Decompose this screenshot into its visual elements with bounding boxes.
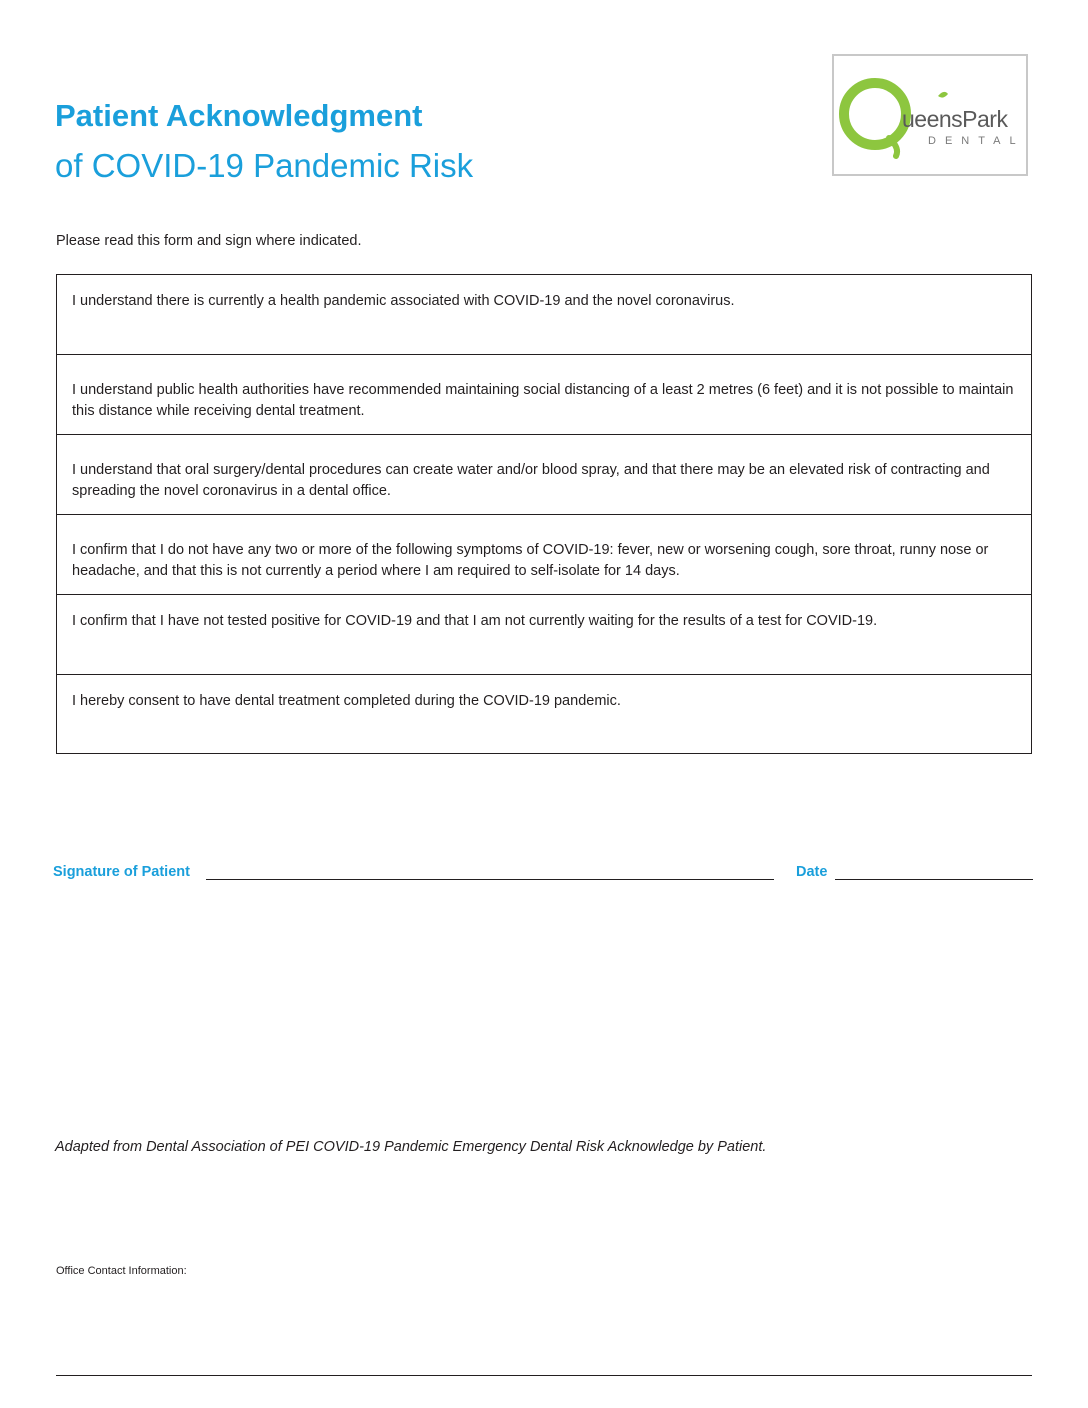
- adapted-note: Adapted from Dental Association of PEI COVID-19 Pandemic Emergency Dental Risk Acknowledge by Patient.: [55, 1139, 767, 1155]
- page-subtitle: of COVID-19 Pandemic Risk: [55, 147, 474, 184]
- statement-row: [57, 275, 1031, 355]
- statement-text: I understand there is currently a health pandemic associated with COVID-19 and the novel coronavirus.: [72, 293, 735, 309]
- office-contact-line[interactable]: [56, 1375, 1032, 1376]
- statement-text: I confirm that I do not have any two or more of the following symptoms of COVID-19: fever, new or worsening cough, sore throat, runny nose or headache, and that this is not currently a period where I am required to self-isolate for 14 days.: [72, 542, 989, 579]
- statement-text: I confirm that I have not tested positive for COVID-19 and that I am not currently waiting for the results of a test for COVID-19.: [72, 613, 878, 629]
- statement-text: I understand public health authorities have recommended maintaining social distancing of a least 2 metres (6 feet) and it is not possible to maintain this distance while receiving dental treatment.: [72, 382, 1014, 419]
- date-field[interactable]: [835, 879, 1033, 880]
- logo-subtitle: DENTAL: [928, 135, 1025, 147]
- statement-row: [57, 595, 1031, 675]
- statement-row: [57, 435, 1031, 515]
- statement-text: I hereby consent to have dental treatment completed during the COVID-19 pandemic.: [72, 693, 621, 709]
- office-contact-label: Office Contact Information:: [56, 1265, 187, 1277]
- date-label: Date: [796, 864, 828, 880]
- signature-field[interactable]: [206, 879, 774, 880]
- page-title: Patient Acknowledgment: [55, 98, 423, 133]
- acknowledgment-statements: [56, 274, 1032, 754]
- clinic-logo: [832, 54, 1028, 176]
- statement-row: [57, 515, 1031, 595]
- statement-row: [57, 355, 1031, 435]
- logo-wordmark: ueensPark: [902, 106, 1008, 132]
- statement-row: [57, 675, 1031, 753]
- form-instructions: Please read this form and sign where indicated.: [56, 233, 362, 249]
- statement-text: I understand that oral surgery/dental procedures can create water and/or blood spray, and that there may be an elevated risk of contracting and spreading the novel coronavirus in a dental office.: [72, 462, 990, 499]
- signature-label: Signature of Patient: [53, 864, 190, 880]
